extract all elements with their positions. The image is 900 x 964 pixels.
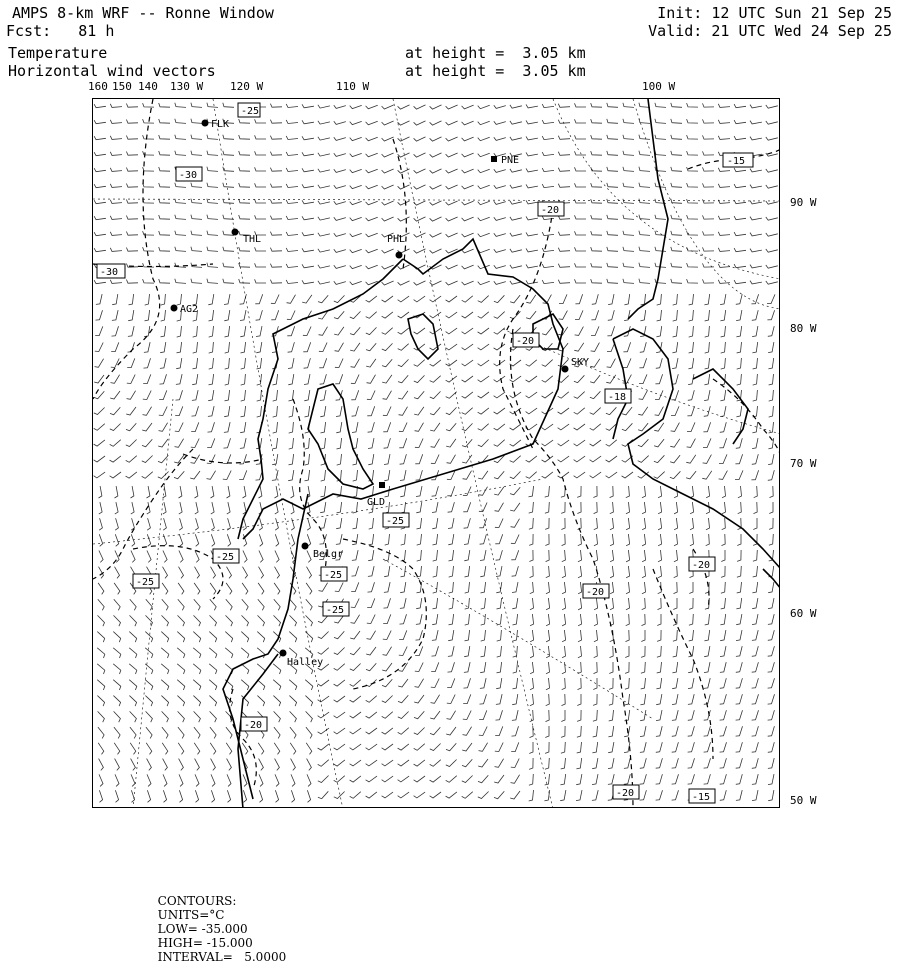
field-wind: Horizontal wind vectors — [8, 62, 216, 80]
high-value: HIGH= -15.000 — [157, 936, 253, 950]
lon-label: 150 — [112, 80, 132, 93]
station-label: GLD — [367, 497, 386, 508]
contour-label — [613, 785, 639, 799]
units-label: UNITS=°C — [157, 908, 225, 922]
station-halley[interactable] — [280, 650, 324, 669]
map-title: AMPS 8-km WRF -- Ronne Window — [12, 4, 274, 22]
contour-label-text: -25 — [326, 605, 345, 616]
graticule — [93, 99, 780, 808]
contour-label — [605, 389, 631, 403]
station-label: Belgr — [313, 549, 344, 560]
contour-label-text: -15 — [692, 792, 711, 803]
contour-label — [238, 103, 260, 117]
contour-label-text: -20 — [516, 336, 535, 347]
interval-value: INTERVAL= 5.0000 — [157, 950, 287, 964]
init-time: Init: 12 UTC Sun 21 Sep 25 — [657, 4, 892, 22]
contour-label — [133, 574, 159, 588]
lat-label: 70 W — [790, 457, 817, 470]
temperature-contours — [93, 99, 780, 808]
station-flk[interactable] — [202, 119, 230, 130]
contour-label — [689, 789, 715, 803]
lon-label: 140 — [138, 80, 158, 93]
station-phl[interactable] — [387, 234, 405, 259]
station-sky[interactable] — [562, 357, 590, 373]
contour-label — [241, 717, 267, 731]
height-wind: at height = 3.05 km — [405, 62, 586, 80]
station-label: AG2 — [180, 304, 199, 315]
contour-label-text: -20 — [244, 720, 263, 731]
station-label: FLK — [211, 119, 230, 130]
contour-label — [538, 202, 564, 216]
height-temperature: at height = 3.05 km — [405, 44, 586, 62]
coastline — [223, 99, 780, 808]
lon-label: 130 W — [170, 80, 204, 93]
lon-label: 100 W — [642, 80, 676, 93]
contour-label-text: -25 — [136, 577, 155, 588]
station-belgr[interactable] — [302, 543, 344, 561]
lon-label: 110 W — [336, 80, 370, 93]
field-temperature: Temperature — [8, 44, 108, 62]
contour-label — [213, 549, 239, 563]
lon-label: 120 W — [230, 80, 264, 93]
contour-label-text: -20 — [692, 560, 711, 571]
station-label: PNE — [501, 155, 520, 166]
lat-label: 90 W — [790, 196, 817, 209]
contour-label — [383, 513, 409, 527]
contour-label-text: -18 — [608, 392, 627, 403]
contour-label-text: -25 — [216, 552, 235, 563]
station-label: PHL — [387, 234, 406, 245]
forecast-hour: Fcst: 81 h — [6, 22, 115, 40]
contours-label: CONTOURS: — [157, 894, 237, 908]
contour-label-text: -30 — [100, 267, 119, 278]
contour-info — [150, 880, 300, 964]
lat-label: 50 W — [790, 794, 817, 807]
contour-label — [323, 602, 349, 616]
contour-label — [176, 167, 202, 181]
station-label: THL — [243, 234, 262, 245]
contour-label — [723, 153, 753, 167]
contour-label — [513, 333, 539, 347]
contour-label-text: -15 — [727, 156, 746, 167]
contour-label — [321, 567, 347, 581]
contour-label-text: -25 — [241, 106, 260, 117]
contour-label-text: -25 — [324, 570, 343, 581]
lat-label: 60 W — [790, 607, 817, 620]
contour-label-text: -20 — [541, 205, 560, 216]
lat-label: 80 W — [790, 322, 817, 335]
wind-barbs — [94, 103, 778, 803]
map-canvas — [93, 99, 780, 808]
contour-label-text: -30 — [179, 170, 198, 181]
station-label: SKY — [571, 357, 590, 368]
wind-vector-field — [94, 103, 778, 803]
contour-label-text: -20 — [586, 587, 605, 598]
lon-label: 160 — [88, 80, 108, 93]
valid-time: Valid: 21 UTC Wed 24 Sep 25 — [648, 22, 892, 40]
contour-label-text: -25 — [386, 516, 405, 527]
station-label: Halley — [287, 657, 324, 668]
low-value: LOW= -35.000 — [157, 922, 248, 936]
station-ag2[interactable] — [171, 304, 199, 315]
map-frame[interactable] — [92, 98, 780, 808]
contour-label — [583, 584, 609, 598]
station-thl[interactable] — [232, 229, 262, 246]
contour-label — [689, 557, 715, 571]
station-pne[interactable] — [491, 155, 519, 166]
contour-label-text: -20 — [616, 788, 635, 799]
contour-label — [97, 264, 125, 278]
